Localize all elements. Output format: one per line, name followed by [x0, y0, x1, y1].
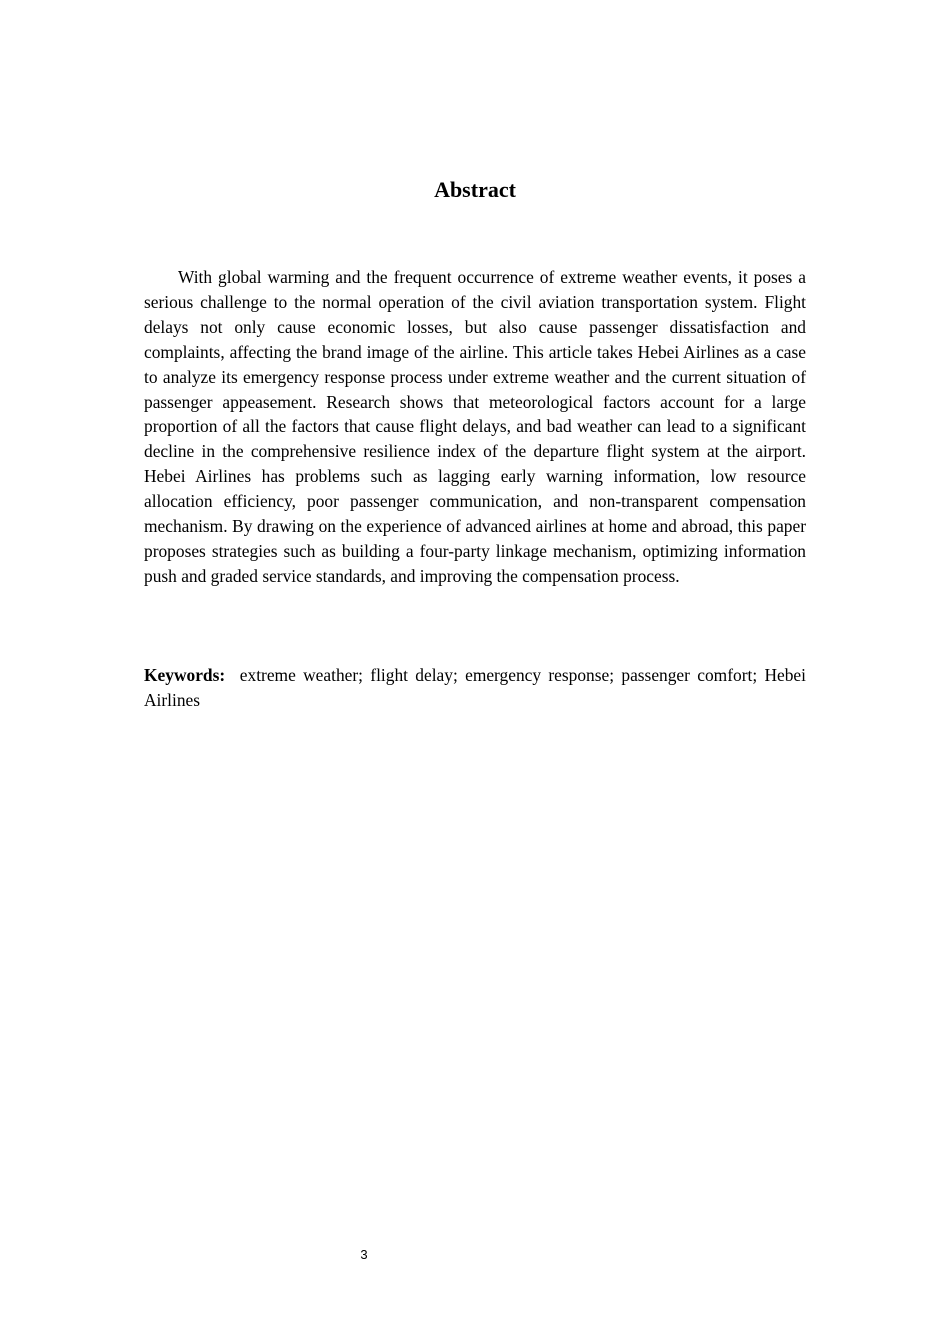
keywords-label: Keywords: — [144, 665, 226, 685]
page-number: 3 — [360, 1247, 368, 1262]
abstract-title: Abstract — [434, 177, 516, 202]
abstract-body: With global warming and the frequent occurrence of extreme weather events, it poses a serious challenge to the normal operation of the civil aviation transportation system. Flight delays not only cause economic losses, but also cause passenger dissatisfaction and complaints, affecting the brand image of the airline. This article takes Hebei Airlines as a case to analyze its emergency response process under extreme weather and the current situation of passenger appeasement. Research shows that meteorological factors account for a large proportion of all the factors that cause flight delays, and bad weather can lead to a significant decline in the comprehensive resilience index of the departure flight system at the airport. Hebei Airlines has problems such as lagging early warning information, low resource allocation efficiency, poor passenger communication, and non-transparent compensation mechanism. By drawing on the experience of advanced airlines at home and abroad, this paper proposes strategies such as building a four-party linkage mechanism, optimizing information push and graded service standards, and improving the compensation process. — [144, 267, 806, 586]
keywords-text: extreme weather; flight delay; emergency response; passenger comfort; Hebei Airlines — [144, 665, 806, 710]
keywords-line — [144, 663, 806, 713]
